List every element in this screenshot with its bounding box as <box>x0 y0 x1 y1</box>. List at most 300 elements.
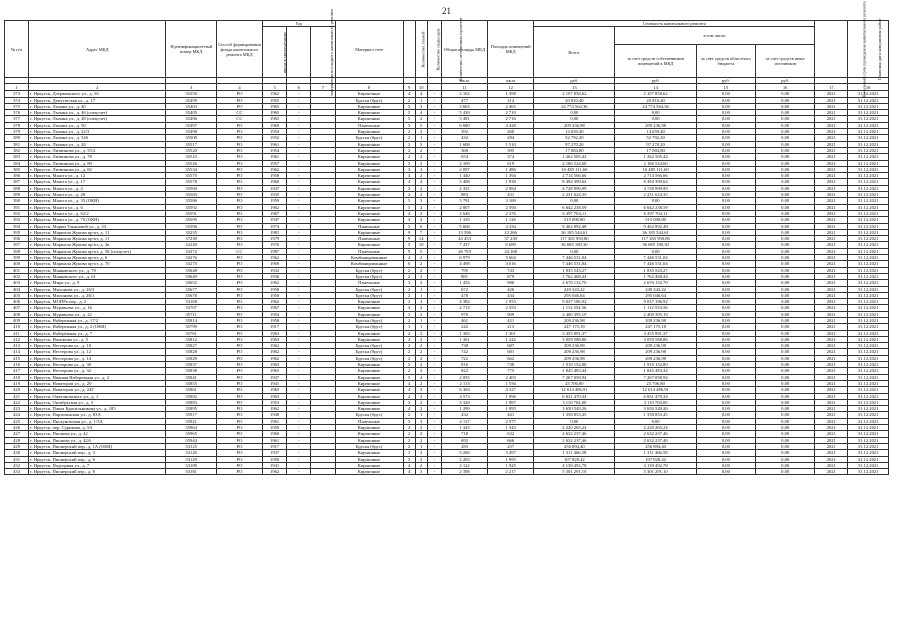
table-cell: РО <box>216 129 262 135</box>
table-cell: 2 <box>415 355 427 361</box>
table-cell: 31.12.2021 <box>848 431 889 437</box>
table-cell: 0,00 <box>756 273 815 279</box>
table-cell: 31.12.2021 <box>848 418 889 424</box>
table-cell: 909 <box>488 311 534 317</box>
table-cell: 4 <box>415 91 427 97</box>
table-cell: 1932 <box>263 267 287 273</box>
table-cell: 33125 <box>166 443 217 449</box>
table-cell: Кирпичные <box>335 210 403 216</box>
table-cell: РО <box>216 368 262 374</box>
header-cost-group: Стоимость капитального ремонта <box>534 21 815 27</box>
table-cell: 7 446 531,04 <box>534 261 615 267</box>
table-cell: 395 <box>488 147 534 153</box>
table-cell: 4 728 999,99 <box>534 185 615 191</box>
table-cell: 2021 <box>815 431 848 437</box>
table-cell: 7 267 058,94 <box>534 374 615 380</box>
table-cell: 31.12.2021 <box>848 267 889 273</box>
table-cell: 1 <box>415 292 427 298</box>
table-cell: 2 <box>415 431 427 437</box>
table-cell: 1 126 <box>488 217 534 223</box>
table-cell: 31.12.2021 <box>848 129 889 135</box>
table-cell: 1962 <box>263 166 287 172</box>
table-cell: 421 <box>488 317 534 323</box>
table-cell: 35497 <box>166 122 217 128</box>
table-cell: 1 510 <box>488 141 534 147</box>
table-cell: 1965 <box>263 116 287 122</box>
table-cell: Кирпичные <box>335 393 403 399</box>
table-cell: 1 299 <box>442 406 488 412</box>
table-cell: - <box>287 147 311 153</box>
column-number-row <box>5 84 889 91</box>
table-cell: 0,00 <box>696 217 755 223</box>
table-cell: 6 397 704,11 <box>615 210 696 216</box>
table-cell: 4 <box>403 336 415 342</box>
table-cell: 33129 <box>166 456 217 462</box>
table-cell: 31.12.2021 <box>848 412 889 418</box>
table-cell: 1 343 <box>442 425 488 431</box>
table-cell: 3 059 588,86 <box>534 336 615 342</box>
table-cell: 5 <box>403 418 415 424</box>
table-cell: 0,00 <box>756 456 815 462</box>
table-cell: 5 <box>403 223 415 229</box>
address-cell: г. Иркутск, Маяста ул., д. 62/2 <box>29 210 166 216</box>
table-cell: - <box>287 160 311 166</box>
table-cell: 31.12.2021 <box>848 192 889 198</box>
table-cell: 0,00 <box>696 456 755 462</box>
table-cell: 0,00 <box>696 273 755 279</box>
table-cell: 35575 <box>166 173 217 179</box>
table-cell: 2021 <box>815 223 848 229</box>
table-cell: - <box>427 362 441 368</box>
table-cell: РО <box>216 336 262 342</box>
table-cell: 430 <box>5 450 29 456</box>
table-cell: - <box>427 160 441 166</box>
table-cell: 0,00 <box>696 336 755 342</box>
table-cell: 0,00 <box>534 198 615 204</box>
address-cell: г. Иркутск, Новаторов ул., д. 24Г <box>29 387 166 393</box>
address-cell: г. Иркутск, Лызина ул., д. 50 <box>29 122 166 128</box>
table-cell: 31.12.2021 <box>848 97 889 103</box>
table-cell: 1954 <box>263 311 287 317</box>
column-number-cell: 11 <box>442 84 488 91</box>
address-cell: г. Иркутск, Лызина ул., д. 20 <box>29 141 166 147</box>
header-id: Идентификацион-ный номер МКД <box>166 21 217 78</box>
table-cell: 256 894,40 <box>534 443 615 449</box>
table-cell: 2 <box>415 425 427 431</box>
table-cell: 0,00 <box>696 387 755 393</box>
table-cell: 1963 <box>263 393 287 399</box>
table-cell: 397 <box>5 242 29 248</box>
table-cell: 0,00 <box>696 229 755 235</box>
table-cell: 2 <box>403 154 415 160</box>
table-cell: Кирпичные <box>335 173 403 179</box>
table-cell: 31.12.2021 <box>848 292 889 298</box>
table-cell: - <box>287 229 311 235</box>
table-cell: 2 220 265,24 <box>615 425 696 431</box>
table-cell: 2 465 <box>488 103 534 109</box>
table-cell: 12 266 <box>488 229 534 235</box>
table-cell: 3 497 <box>488 450 534 456</box>
table-cell: 0,00 <box>615 116 696 122</box>
table-cell: 6 363 <box>442 387 488 393</box>
table-cell: 0,00 <box>756 374 815 380</box>
table-cell: 2 553 <box>488 305 534 311</box>
table-cell: Кирпичные <box>335 305 403 311</box>
header-material: Материал стен <box>335 21 403 78</box>
table-cell: 0,00 <box>756 450 815 456</box>
table-cell: - <box>427 236 441 242</box>
address-cell: г. Иркутск, Набережная ул., д. 2 (ОКН) <box>29 324 166 330</box>
table-cell: - <box>287 387 311 393</box>
table-cell: 4 <box>403 217 415 223</box>
table-cell: 2021 <box>815 355 848 361</box>
table-cell: - <box>427 393 441 399</box>
table-cell: 107 828,42 <box>615 456 696 462</box>
table-cell: 17 084,80 <box>615 147 696 153</box>
table-cell: 2 577 <box>488 418 534 424</box>
table-cell: 432 <box>5 462 29 468</box>
table-cell: 0,00 <box>696 255 755 261</box>
table-cell: РО <box>216 179 262 185</box>
column-number-cell: 7 <box>311 84 335 91</box>
table-cell: - <box>427 336 441 342</box>
table-cell: 374 <box>5 97 29 103</box>
table-cell: 0,00 <box>696 179 755 185</box>
table-cell: 209 236,98 <box>615 355 696 361</box>
table-cell: 0,00 <box>756 462 815 468</box>
table-cell: 35812 <box>166 336 217 342</box>
table-cell: РО <box>216 292 262 298</box>
table-cell: 3 <box>403 450 415 456</box>
table-cell: 428 <box>5 437 29 443</box>
table-cell: 3 <box>415 141 427 147</box>
address-cell: г. Иркутск, Лызина ул., д. 22/3 <box>29 129 166 135</box>
address-cell: г. Иркутск, Пионерский пер., д. 8 <box>29 469 166 475</box>
table-cell: 881 <box>442 273 488 279</box>
table-cell: 0,00 <box>696 242 755 248</box>
table-cell: 5 439 <box>442 110 488 116</box>
table-cell: 3 <box>415 387 427 393</box>
table-cell: Кирпичные <box>335 116 403 122</box>
table-cell: 31.12.2021 <box>848 299 889 305</box>
table-cell: 410 <box>5 324 29 330</box>
table-cell: РО <box>216 311 262 317</box>
table-cell: 1 361 <box>442 336 488 342</box>
table-cell: 1 <box>415 135 427 141</box>
table-cell: 0,00 <box>534 110 615 116</box>
table-cell: 0,00 <box>696 141 755 147</box>
table-cell: 0,00 <box>696 204 755 210</box>
table-cell: 3 408 <box>442 179 488 185</box>
table-cell: 31.12.2021 <box>848 425 889 431</box>
table-cell: Кирпичные <box>335 362 403 368</box>
table-cell: 2021 <box>815 267 848 273</box>
table-cell: РО <box>216 103 262 109</box>
table-cell: 2021 <box>815 273 848 279</box>
table-cell: 0,00 <box>696 110 755 116</box>
table-cell: 2 <box>415 437 427 443</box>
table-cell: 422 <box>5 399 29 405</box>
table-cell: 2021 <box>815 362 848 368</box>
table-cell: 2 716 <box>488 116 534 122</box>
table-cell: 2 <box>403 412 415 418</box>
table-cell: 37 239 <box>488 236 534 242</box>
table-cell: РО <box>216 273 262 279</box>
table-cell: 426 <box>488 286 534 292</box>
table-cell: 0,00 <box>615 110 696 116</box>
table-cell: - <box>287 166 311 172</box>
address-cell: г. Иркутск, Маршала Жукова пр-кт, д. 11 <box>29 229 166 235</box>
table-cell: 1962 <box>263 299 287 305</box>
table-cell: 20 810,40 <box>534 97 615 103</box>
table-cell: РО <box>216 418 262 424</box>
table-cell: - <box>427 412 441 418</box>
table-cell: 2 <box>403 343 415 349</box>
table-cell: 2021 <box>815 374 848 380</box>
address-cell: г. Иркутск, Марии Ульяновой ул., д. 23 <box>29 223 166 229</box>
table-cell: 412 <box>5 336 29 342</box>
table-cell: 2 <box>403 267 415 273</box>
table-cell: 2021 <box>815 437 848 443</box>
table-cell: РО <box>216 380 262 386</box>
table-cell: 0,00 <box>756 185 815 191</box>
table-cell: 393 <box>5 217 29 223</box>
table-cell: - <box>287 204 311 210</box>
table-cell: 1948 <box>263 412 287 418</box>
table-cell: 35500 <box>166 135 217 141</box>
table-cell: 2 <box>415 336 427 342</box>
address-cell: г. Иркутск, Нестерова ул., д. 10 <box>29 343 166 349</box>
table-cell: 373 <box>5 91 29 97</box>
table-cell: 2021 <box>815 229 848 235</box>
table-cell: 0,00 <box>696 280 755 286</box>
header-other: за счет средств иных источников <box>756 45 815 78</box>
address-cell: г. Иркутск, Набережная ул., д. 17/2 <box>29 317 166 323</box>
table-cell: 5 301 291,10 <box>534 469 615 475</box>
table-cell: 378 <box>5 122 29 128</box>
table-cell: 3 <box>415 103 427 109</box>
table-cell: - <box>427 311 441 317</box>
table-cell: 2021 <box>815 198 848 204</box>
table-cell: 31.12.2021 <box>848 280 889 286</box>
table-cell: 2 <box>415 267 427 273</box>
table-cell: 31.12.2021 <box>848 362 889 368</box>
table-cell: 0,00 <box>696 374 755 380</box>
table-cell: 1959 <box>263 425 287 431</box>
table-cell: 0,00 <box>756 223 815 229</box>
table-cell: 2 <box>403 443 415 449</box>
table-cell: 0,00 <box>756 116 815 122</box>
table-cell: 35652 <box>166 280 217 286</box>
table-cell: 33275 <box>166 261 217 267</box>
table-cell: 1 335 <box>442 217 488 223</box>
table-cell: 0,00 <box>756 399 815 405</box>
table-cell: 209 236,98 <box>615 122 696 128</box>
table-cell: 1947 <box>263 185 287 191</box>
table-cell: СС <box>216 116 262 122</box>
table-cell: 402 <box>5 273 29 279</box>
table-cell: 13 596 <box>442 229 488 235</box>
table-cell: 742 <box>442 349 488 355</box>
table-cell: 2 714 566,66 <box>615 173 696 179</box>
table-cell: 0,00 <box>696 437 755 443</box>
table-cell: 4 <box>415 110 427 116</box>
table-cell: 1958 <box>263 456 287 462</box>
table-cell: - <box>287 343 311 349</box>
table-cell: 1 762 468,44 <box>534 273 615 279</box>
table-cell: 4 <box>403 380 415 386</box>
table-cell: 97 270,20 <box>615 141 696 147</box>
table-cell: РО <box>216 299 262 305</box>
table-cell: РО <box>216 135 262 141</box>
header-plan-start: Начальный срок проведения капитального ремонта <box>815 21 848 78</box>
table-cell: 0,00 <box>756 179 815 185</box>
table-cell: 36 185 544,61 <box>534 229 615 235</box>
table-cell: 2 676 132,70 <box>534 280 615 286</box>
table-cell: 7 267 058,94 <box>615 374 696 380</box>
table-cell: 384 <box>5 160 29 166</box>
table-cell: - <box>427 185 441 191</box>
table-cell: 0,00 <box>756 160 815 166</box>
table-cell: 2021 <box>815 450 848 456</box>
table-cell: 35235 <box>166 229 217 235</box>
table-cell: 425 <box>5 418 29 424</box>
address-cell: г. Иркутск, Литвинова ул., д. 80 <box>29 160 166 166</box>
address-cell: г. Иркутск, Пионова ул., д. 42 <box>29 431 166 437</box>
table-cell: 0,00 <box>696 210 755 216</box>
table-cell: 33126 <box>166 450 217 456</box>
table-cell: 1962 <box>263 204 287 210</box>
table-cell: 0,00 <box>756 217 815 223</box>
table-cell: 2021 <box>815 425 848 431</box>
table-cell: 35921 <box>166 418 217 424</box>
table-cell: 2 <box>415 261 427 267</box>
table-cell: 392 <box>442 129 488 135</box>
table-cell: 2021 <box>815 292 848 298</box>
table-cell: 0,00 <box>696 292 755 298</box>
table-cell: 31.12.2021 <box>848 355 889 361</box>
table-cell: - <box>287 217 311 223</box>
table-cell: - <box>287 431 311 437</box>
table-cell: 2 <box>403 317 415 323</box>
table-cell: 2 <box>403 135 415 141</box>
table-cell: - <box>287 129 311 135</box>
table-cell: 2 231 624,35 <box>534 192 615 198</box>
table-cell: 0,00 <box>756 437 815 443</box>
table-cell: - <box>427 91 441 97</box>
table-cell: РО <box>216 210 262 216</box>
table-cell: 209 236,98 <box>615 349 696 355</box>
table-cell: РО <box>216 267 262 273</box>
column-number-cell: 8 <box>335 84 403 91</box>
table-cell: 3 573 <box>442 393 488 399</box>
table-cell: 33181 <box>166 469 217 475</box>
table-cell: 2 <box>403 129 415 135</box>
table-cell: 2 102 <box>442 91 488 97</box>
table-cell: 385 <box>5 166 29 172</box>
table-cell: 970 <box>442 311 488 317</box>
table-cell: 35828 <box>166 349 217 355</box>
table-cell: 1958 <box>263 292 287 298</box>
table-cell: - <box>427 255 441 261</box>
table-cell: 0,00 <box>696 324 755 330</box>
table-cell: 407 <box>5 305 29 311</box>
table-cell: 687 <box>488 343 534 349</box>
address-cell: г. Иркутск, Литвинова ул., д. 78 <box>29 154 166 160</box>
table-cell: 5 301 291,10 <box>615 469 696 475</box>
table-cell: 2021 <box>815 368 848 374</box>
table-cell: - <box>427 406 441 412</box>
table-cell: 795 <box>442 267 488 273</box>
table-cell: 35459 <box>166 97 217 103</box>
table-cell: Кирпичные <box>335 425 403 431</box>
capital-repair-table <box>4 0 889 475</box>
table-cell: 31.12.2021 <box>848 122 889 128</box>
table-cell: 0,00 <box>534 248 615 254</box>
table-cell: 31.12.2021 <box>848 349 889 355</box>
table-cell: 515 090,80 <box>615 217 696 223</box>
table-cell: 0,00 <box>696 431 755 437</box>
table-cell: 7 446 531,04 <box>615 255 696 261</box>
table-cell: 396 <box>5 236 29 242</box>
table-cell: 2 109 <box>442 160 488 166</box>
table-cell <box>311 469 335 475</box>
table-cell: 9 037 186,92 <box>615 299 696 305</box>
table-cell: РО <box>216 469 262 475</box>
table-cell: 0,00 <box>696 330 755 336</box>
table-cell: 2021 <box>815 185 848 191</box>
table-cell: 431 <box>488 192 534 198</box>
table-cell: 0,00 <box>756 103 815 109</box>
table-cell: 374 <box>488 154 534 160</box>
table-cell: 1 112 554,56 <box>534 305 615 311</box>
table-cell: - <box>427 368 441 374</box>
unit-cell: руб. <box>615 78 696 84</box>
table-cell: 405 <box>5 292 29 298</box>
table-cell: 0,00 <box>756 418 815 424</box>
table-cell: 2 <box>415 399 427 405</box>
table-cell: 2021 <box>815 261 848 267</box>
table-cell: - <box>427 223 441 229</box>
table-cell: 295 046,64 <box>534 292 615 298</box>
table-cell: - <box>287 236 311 242</box>
table-cell: 1954 <box>263 147 287 153</box>
table-cell: 6 680 <box>442 122 488 128</box>
table-cell: Кирпичные <box>335 399 403 405</box>
table-cell: 1979 <box>263 236 287 242</box>
table-cell: 0,00 <box>696 380 755 386</box>
column-number-cell: 15 <box>696 84 755 91</box>
table-cell: 0,00 <box>696 425 755 431</box>
address-cell: г. Иркутск, Маяста ул., д. 28 <box>29 192 166 198</box>
table-cell: 1962 <box>263 343 287 349</box>
table-cell: РО <box>216 147 262 153</box>
table-cell: 33707 <box>166 305 217 311</box>
table-cell: 0,00 <box>756 443 815 449</box>
table-cell: 0,00 <box>756 129 815 135</box>
table-cell: 209 236,98 <box>615 317 696 323</box>
table-cell: - <box>287 443 311 449</box>
table-cell: 1 358 853,45 <box>615 412 696 418</box>
column-number-cell: 17 <box>815 84 848 91</box>
header-year-renov: завершения последнего капитального ремонта <box>287 27 311 78</box>
table-cell: 0,00 <box>696 198 755 204</box>
table-cell: 1959 <box>263 198 287 204</box>
table-cell: 401 <box>5 267 29 273</box>
table-cell: 14 659,40 <box>534 129 615 135</box>
table-cell: 1962 <box>263 91 287 97</box>
table-cell: 3 <box>403 141 415 147</box>
